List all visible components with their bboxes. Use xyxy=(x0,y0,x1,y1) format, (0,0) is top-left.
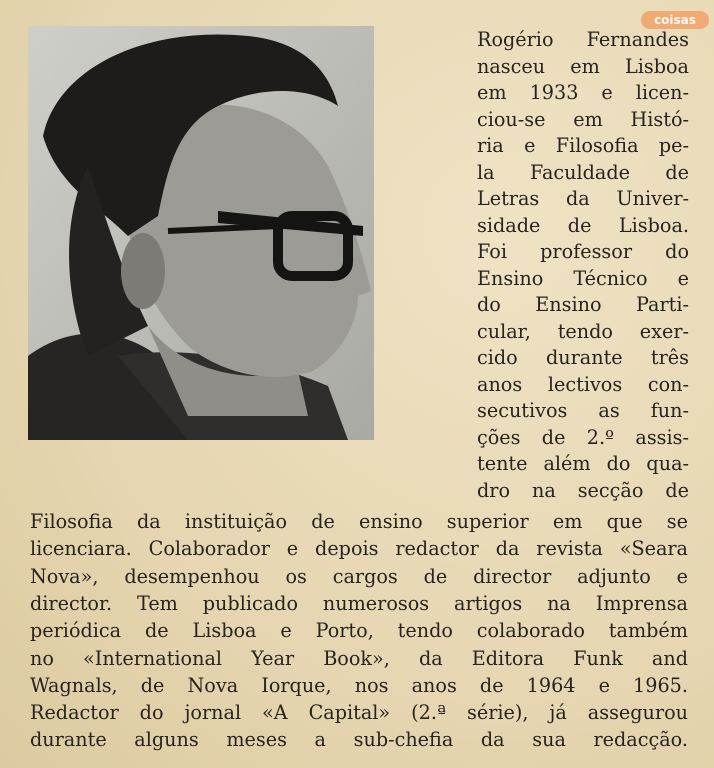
bio-line-side: cido durante três xyxy=(477,346,689,369)
coisas-watermark: coisas xyxy=(641,11,709,29)
bio-line-side: ções de 2.º assis- xyxy=(477,425,689,449)
bio-line-side: nasceu em Lisboa xyxy=(477,54,689,78)
bio-line-full: Wagnals, de Nova Iorque, nos anos de 1964 e 1965. xyxy=(30,673,688,697)
bio-line-full: licenciara. Colaborador e depois redactor da revista «Seara xyxy=(30,537,688,561)
bio-line-side: dro na secção de xyxy=(477,478,689,502)
bio-line-side: Ensino Técnico e xyxy=(477,266,689,290)
bio-line-side: ciou-se em Histó- xyxy=(477,107,689,131)
bio-line-full: no «International Year Book», da Editora Funk and xyxy=(30,646,688,670)
portrait-image xyxy=(28,26,374,440)
bio-line-side: do Ensino Parti- xyxy=(477,293,689,316)
bio-line-side: tente além do qua- xyxy=(477,452,689,475)
bio-line-full: Nova», desempenhou os cargos de director adjunto e xyxy=(30,564,688,588)
bio-line-full: director. Tem publicado numerosos artigos na Imprensa xyxy=(30,591,688,615)
bio-line-side: la Faculdade de xyxy=(477,160,689,184)
bio-line-side: cular, tendo exer- xyxy=(477,319,689,343)
portrait-photo xyxy=(28,26,374,440)
bio-line-full: durante alguns meses a sub-chefia da sua redacção. xyxy=(30,728,688,752)
bio-line-full: Redactor do jornal «A Capital» (2.ª série), já assegurou xyxy=(30,701,688,725)
bio-line-side: anos lectivos con- xyxy=(477,372,689,396)
bio-line-side: Letras da Univer- xyxy=(477,187,689,210)
bio-line-side: sidade de Lisboa. xyxy=(477,213,689,237)
bio-line-side: Foi professor do xyxy=(477,240,689,263)
bio-line-side: em 1933 e licen- xyxy=(477,81,689,104)
bio-line-full: periódica de Lisboa e Porto, tendo colaborado também xyxy=(30,619,688,643)
bio-line-side: ria e Filosofia pe- xyxy=(477,134,689,157)
bio-line-side: secutivos as fun- xyxy=(477,399,689,422)
bio-line-full: Filosofia da instituição de ensino superior em que se xyxy=(30,510,688,533)
bio-line-side: Rogério Fernandes xyxy=(477,28,689,51)
